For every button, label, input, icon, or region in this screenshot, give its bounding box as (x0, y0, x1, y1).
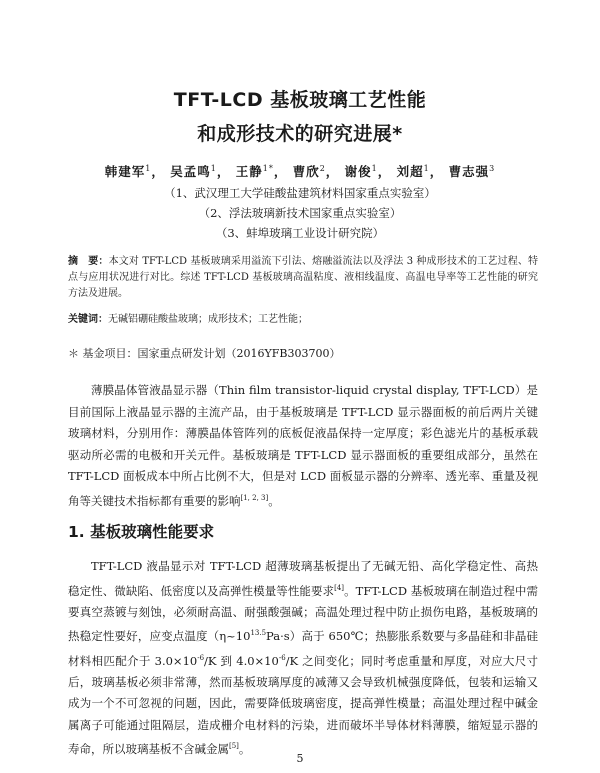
author: 曹志强$^3$ (448, 163, 496, 179)
abstract (68, 254, 538, 302)
keywords-text: 无碱铝硼硅酸盐玻璃；成形技术；工艺性能； (108, 314, 308, 325)
intro-paragraph: 薄膜晶体管液晶显示器（Thin film transistor-liquid crystal display, TFT-LCD）是目前国际上液晶显示器的主流产品，由于基板玻璃是 TFT-LCD 显示器面板的前后两片关键玻璃材料，分别用作：薄膜晶体管阵列的底板促液晶保持一定厚度；彩色滤光片的基板承载驱动所必需的电极和开关元件。基板玻璃是 TFT-LCD 显示器面板的重要组成部分，虽然在 TFT-LCD 面板成本中所占比例不大，但是对 LCD 面板显示器的分辨率、透光率、重量及视角等关键技术指标都有重要的影响[1, 2, 3]。 (68, 383, 538, 508)
section-heading: 1. 基板玻璃性能要求 (68, 523, 215, 541)
author: 王静$^{1*}$ (235, 163, 274, 179)
author-list: 韩建军$^1$， 吴孟鸣$^1$， 王静$^{1*}$， 曹欣$^2$， 谢俊$^1$， 刘超$^1$， 曹志强$^3$ (104, 163, 496, 179)
keywords (68, 310, 538, 325)
abstract-text: 本文对 TFT-LCD 基板玻璃采用溢流下引法、熔融溢流法以及浮法 3 种成形技术的工艺过程、特点与应用状况进行对比。综述 TFT-LCD 基板玻璃高温粘度、液相线温度、高温电导率等工艺性能的研究方法及进展。 (68, 256, 539, 299)
author: 刘超$^1$ (396, 163, 430, 179)
title-line-1: TFT-LCD 基板玻璃工艺性能 (173, 89, 427, 111)
abstract-label: 摘 要： (68, 256, 109, 267)
citation: [5] (229, 742, 239, 751)
section-paragraph: TFT-LCD 液晶显示对 TFT-LCD 超薄玻璃基板提出了无碱无铅、高化学稳定性、高热稳定性、微缺陷、低密度以及高弹性模量等性能要求[4]。TFT-LCD 基板玻璃在制造过程中需要真空蒸镀与刻蚀，必须耐高温、耐强酸强碱；高温处理过程中防止损伤电路，基板玻璃的热稳定性要好，应变点温度$(\eta\sim 10^{13.5}Pa\cdot s)$高于 650℃；热膨胀系数要与多晶硅和非晶硅材料相匹配介于 $3.0\times 10^{-6}/K$ 到 $4.0\times 10^{-6}/K$ 之间变化；同时考虑重量和厚度，对应大尺寸后，玻璃基板必须非常薄，然而基板玻璃厚度的减薄又会导致机械强度降低，包装和运输又成为一个不可忽视的问题，因此，需要降低玻璃密度，提高弹性模量；高温处理过程中碱金属离子可能通过阻隔层，造成栅介电材料的污染，进而破坏半导体材料薄膜，缩短显示器的寿命，所以玻璃基板不含碱金属[5]。 (68, 559, 539, 757)
author: 韩建军$^1$ (104, 163, 152, 179)
affiliation-3: （3、蚌埠玻璃工业设计研究院） (215, 226, 385, 240)
affiliation-2: （2、浮法玻璃新技术国家重点实验室） (198, 206, 402, 220)
author: 吴孟鸣$^1$ (170, 163, 217, 179)
funding-note: ＊ 基金项目：国家重点研发计划（2016YFB303700） (68, 347, 341, 360)
affiliation-1: （1、武汉理工大学硅酸盐建筑材料国家重点实验室） (164, 186, 436, 200)
citation: [4] (334, 583, 345, 592)
author: 曹欣$^2$ (292, 163, 326, 179)
citation: [1, 2, 3] (240, 493, 269, 502)
keywords-label: 关键词： (68, 314, 108, 325)
page-number: 5 (296, 752, 304, 765)
title-line-2: 和成形技术的研究进展* (197, 123, 403, 145)
author: 谢俊$^1$ (344, 163, 378, 179)
